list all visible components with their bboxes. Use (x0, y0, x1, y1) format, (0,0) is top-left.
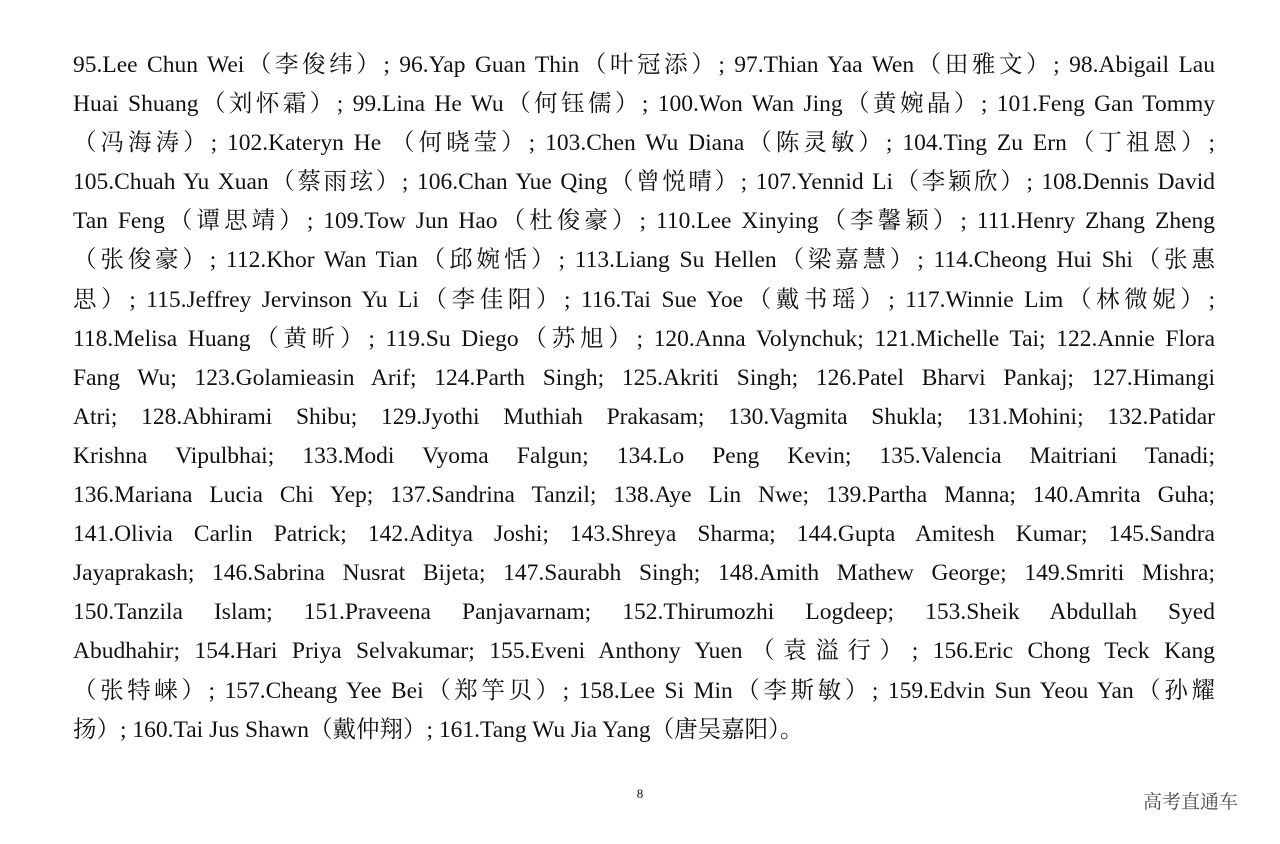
text-line-9: Fang Wu; 123.Golamieasin Arif; 124.Parth Singh; 125.Akriti Singh; 126.Patel Bharvi Pankaj; 127.Himangi (73, 364, 1215, 391)
text-line-17: （张特崃）; 157.Cheang Yee Bei（郑竽贝）; 158.Lee Si Min（李斯敏）; 159.Edvin Sun Yeou Yan（孙耀 (73, 677, 1215, 704)
watermark: 高考直通车 (1143, 791, 1239, 813)
page-number: 8 (636, 786, 644, 801)
text-line-3: （冯海涛）; 102.Kateryn He （何晓莹）; 103.Chen Wu Diana（陈灵敏）; 104.Ting Zu Ern（丁祖恩）; (73, 130, 1215, 157)
document-body (73, 46, 1215, 750)
text-line-6: （张俊豪）; 112.Khor Wan Tian（邱婉恬）; 113.Liang Su Hellen（梁嘉慧）; 114.Cheong Hui Shi（张惠 (73, 247, 1215, 274)
text-line-10: Atri; 128.Abhirami Shibu; 129.Jyothi Muthiah Prakasam; 130.Vagmita Shukla; 131.Mohini; 132.Patidar (73, 403, 1215, 430)
text-line-2: Huai Shuang（刘怀霜）; 99.Lina He Wu（何钰儒）; 100.Won Wan Jing（黄婉晶）; 101.Feng Gan Tommy (73, 91, 1215, 118)
text-line-4: 105.Chuah Yu Xuan（蔡雨玹）; 106.Chan Yue Qing（曾悦晴）; 107.Yennid Li（李颖欣）; 108.Dennis David (73, 169, 1215, 196)
text-line-16: Abudhahir; 154.Hari Priya Selvakumar; 155.Eveni Anthony Yuen（袁溢行）; 156.Eric Chong Teck Kang (73, 638, 1215, 665)
text-line-5: Tan Feng（谭思靖）; 109.Tow Jun Hao（杜俊豪）; 110.Lee Xinying（李馨颖）; 111.Henry Zhang Zheng (73, 208, 1215, 235)
text-line-7: 思）; 115.Jeffrey Jervinson Yu Li（李佳阳）; 116.Tai Sue Yoe（戴书瑶）; 117.Winnie Lim（林微妮）; (73, 286, 1215, 313)
text-line-15: 150.Tanzila Islam; 151.Praveena Panjavarnam; 152.Thirumozhi Logdeep; 153.Sheik Abdullah Syed (73, 599, 1215, 626)
text-line-8: 118.Melisa Huang（黄昕）; 119.Su Diego（苏旭）; 120.Anna Volynchuk; 121.Michelle Tai; 122.Annie Flora (73, 325, 1215, 352)
text-line-1: 95.Lee Chun Wei（李俊纬）; 96.Yap Guan Thin（叶冠添）; 97.Thian Yaa Wen（田雅文）; 98.Abigail Lau (73, 52, 1215, 78)
text-line-13: 141.Olivia Carlin Patrick; 142.Aditya Joshi; 143.Shreya Sharma; 144.Gupta Amitesh Kumar; 145.Sandra (73, 521, 1215, 548)
text-line-14: Jayaprakash; 146.Sabrina Nusrat Bijeta; 147.Saurabh Singh; 148.Amith Mathew George; 149.Smriti Mishra; (73, 560, 1215, 587)
text-line-11: Krishna Vipulbhai; 133.Modi Vyoma Falgun; 134.Lo Peng Kevin; 135.Valencia Maitriani Tanadi; (73, 442, 1215, 469)
text-line-12: 136.Mariana Lucia Chi Yep; 137.Sandrina Tanzil; 138.Aye Lin Nwe; 139.Partha Manna; 140.Amrita Guha; (73, 482, 1215, 509)
text-line-18: 扬）; 160.Tai Jus Shawn（戴仲翔）; 161.Tang Wu Jia Yang（唐吴嘉阳）。 (73, 716, 804, 743)
